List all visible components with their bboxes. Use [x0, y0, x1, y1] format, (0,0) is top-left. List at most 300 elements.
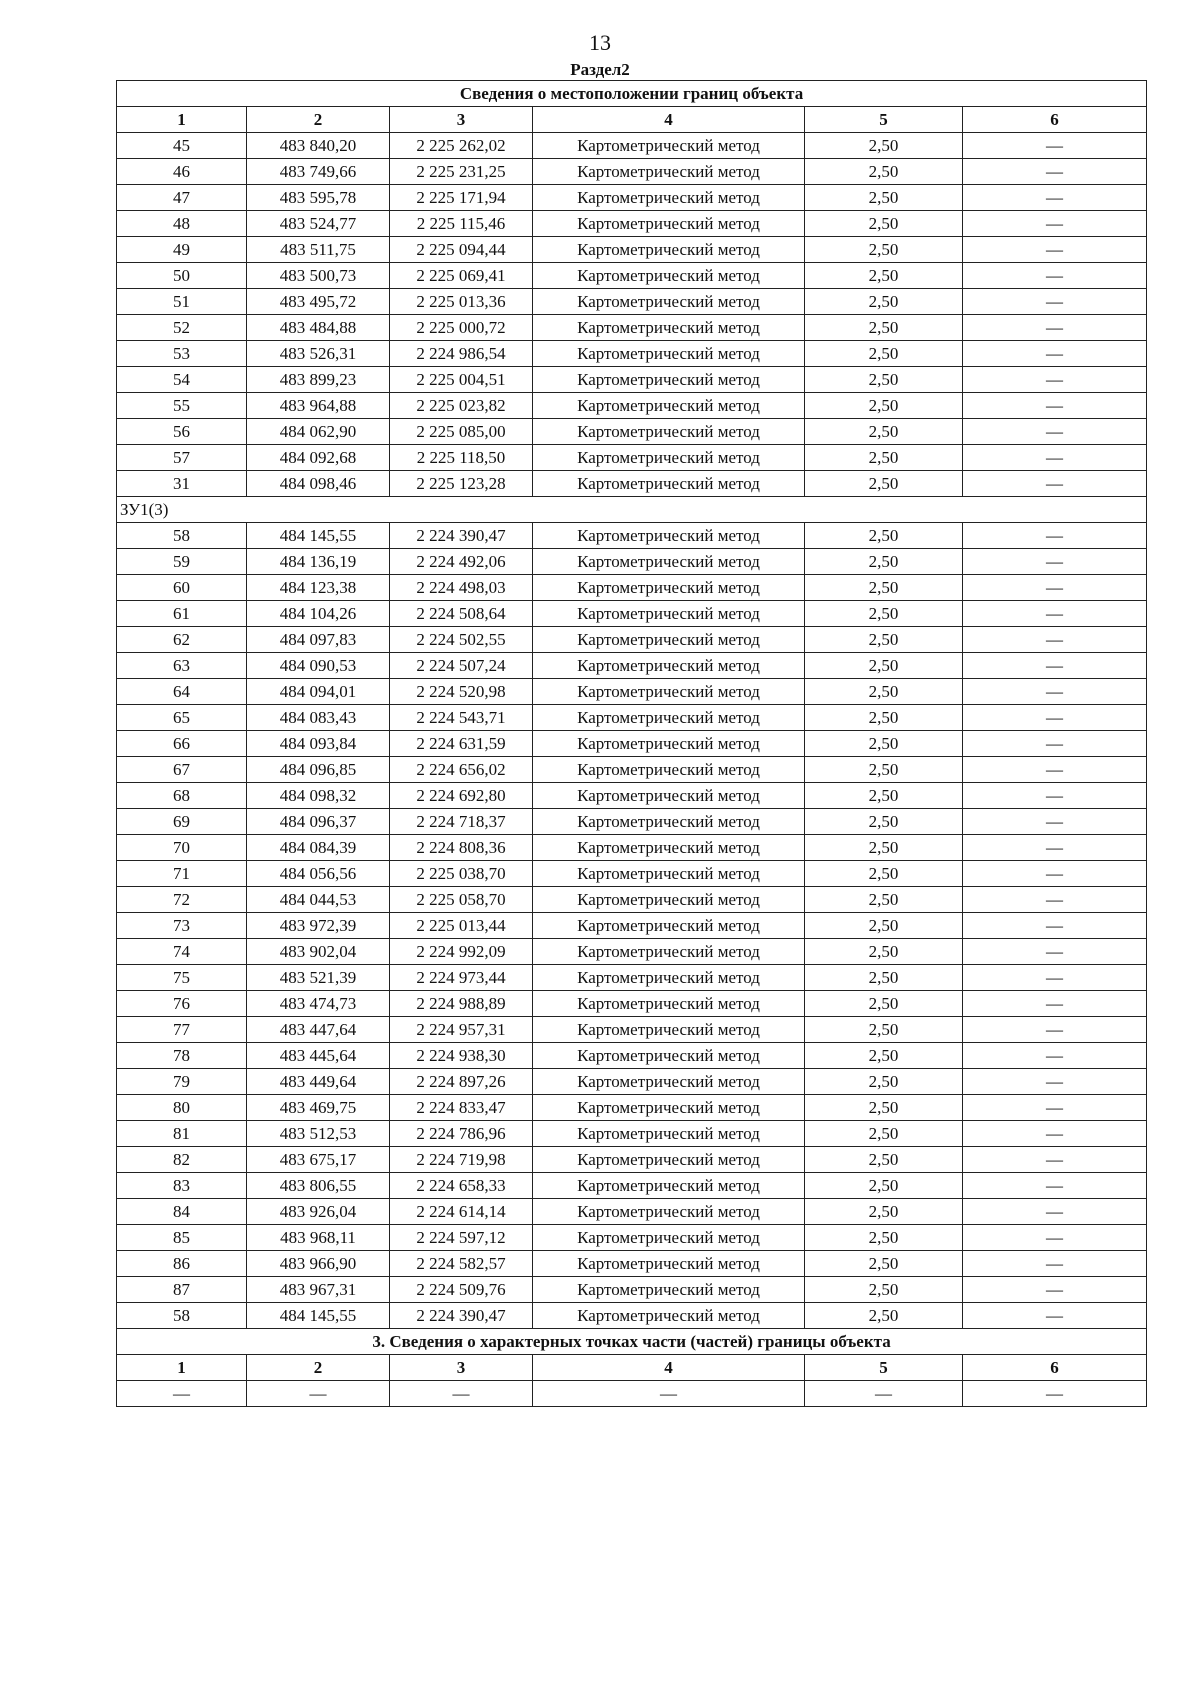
description-cell: — [963, 1095, 1147, 1121]
table-row [117, 809, 1147, 835]
point-number-cell: 49 [117, 237, 247, 263]
method-cell: Картометрический метод [533, 393, 805, 419]
method-cell: Картометрический метод [533, 887, 805, 913]
x-coordinate-cell: 483 484,88 [247, 315, 390, 341]
accuracy-cell: 2,50 [805, 783, 963, 809]
table-row [117, 757, 1147, 783]
point-number-cell: 67 [117, 757, 247, 783]
table-row [117, 991, 1147, 1017]
x-coordinate-cell: 483 495,72 [247, 289, 390, 315]
table-row [117, 887, 1147, 913]
x-coordinate-cell: 483 840,20 [247, 133, 390, 159]
y-coordinate-cell: 2 224 498,03 [390, 575, 533, 601]
x-coordinate-cell: 484 096,37 [247, 809, 390, 835]
x-coordinate-cell: 484 145,55 [247, 1303, 390, 1329]
accuracy-cell: 2,50 [805, 965, 963, 991]
method-cell: Картометрический метод [533, 627, 805, 653]
description-cell: — [963, 1121, 1147, 1147]
x-coordinate-cell: 484 123,38 [247, 575, 390, 601]
accuracy-cell: 2,50 [805, 445, 963, 471]
description-cell: — [963, 1043, 1147, 1069]
description-cell: — [963, 367, 1147, 393]
description-cell: — [963, 1303, 1147, 1329]
method-cell: Картометрический метод [533, 159, 805, 185]
accuracy-cell: 2,50 [805, 1225, 963, 1251]
description-cell: — [963, 939, 1147, 965]
x-coordinate-cell: 483 526,31 [247, 341, 390, 367]
y-coordinate-cell: 2 224 897,26 [390, 1069, 533, 1095]
accuracy-cell: 2,50 [805, 1121, 963, 1147]
table-row [117, 341, 1147, 367]
method-cell: Картометрический метод [533, 1173, 805, 1199]
method-cell: Картометрический метод [533, 1147, 805, 1173]
point-number-cell: 56 [117, 419, 247, 445]
y-coordinate-cell: 2 224 988,89 [390, 991, 533, 1017]
point-number-cell: 83 [117, 1173, 247, 1199]
method-cell: Картометрический метод [533, 133, 805, 159]
description-cell: — [963, 627, 1147, 653]
accuracy-cell: 2,50 [805, 237, 963, 263]
method-cell: Картометрический метод [533, 1199, 805, 1225]
description-cell: — [963, 445, 1147, 471]
accuracy-cell: 2,50 [805, 159, 963, 185]
description-cell: — [963, 1017, 1147, 1043]
section3-column-header: 1 [117, 1355, 247, 1381]
description-cell: — [963, 887, 1147, 913]
description-cell: — [963, 731, 1147, 757]
accuracy-cell: 2,50 [805, 1277, 963, 1303]
accuracy-cell: 2,50 [805, 991, 963, 1017]
accuracy-cell: 2,50 [805, 393, 963, 419]
accuracy-cell: 2,50 [805, 809, 963, 835]
method-cell: Картометрический метод [533, 1277, 805, 1303]
x-coordinate-cell: 484 062,90 [247, 419, 390, 445]
point-number-cell: 75 [117, 965, 247, 991]
x-coordinate-cell: 484 093,84 [247, 731, 390, 757]
accuracy-cell: 2,50 [805, 679, 963, 705]
y-coordinate-cell: 2 224 543,71 [390, 705, 533, 731]
section3-column-header: 3 [390, 1355, 533, 1381]
method-cell: Картометрический метод [533, 289, 805, 315]
accuracy-cell: 2,50 [805, 471, 963, 497]
section3-title: 3. Сведения о характерных точках части (частей) границы объекта [117, 1329, 1147, 1355]
description-cell: — [963, 211, 1147, 237]
section3-column-header: 5 [805, 1355, 963, 1381]
accuracy-cell: 2,50 [805, 1147, 963, 1173]
table-row [117, 601, 1147, 627]
table-row [117, 211, 1147, 237]
y-coordinate-cell: 2 224 656,02 [390, 757, 533, 783]
point-number-cell: 80 [117, 1095, 247, 1121]
point-number-cell: 61 [117, 601, 247, 627]
accuracy-cell: 2,50 [805, 367, 963, 393]
y-coordinate-cell: 2 224 502,55 [390, 627, 533, 653]
method-cell: Картометрический метод [533, 757, 805, 783]
description-cell: — [963, 315, 1147, 341]
description-cell: — [963, 289, 1147, 315]
description-cell: — [963, 1173, 1147, 1199]
x-coordinate-cell: 483 968,11 [247, 1225, 390, 1251]
method-cell: Картометрический метод [533, 1017, 805, 1043]
y-coordinate-cell: 2 225 123,28 [390, 471, 533, 497]
description-cell: — [963, 1069, 1147, 1095]
y-coordinate-cell: 2 225 023,82 [390, 393, 533, 419]
point-number-cell: 87 [117, 1277, 247, 1303]
x-coordinate-cell: 484 056,56 [247, 861, 390, 887]
x-coordinate-cell: 483 447,64 [247, 1017, 390, 1043]
point-number-cell: 47 [117, 185, 247, 211]
table-row [117, 627, 1147, 653]
description-cell: — [963, 471, 1147, 497]
accuracy-cell: 2,50 [805, 523, 963, 549]
point-number-cell: 59 [117, 549, 247, 575]
description-cell: — [963, 653, 1147, 679]
point-number-cell: 76 [117, 991, 247, 1017]
x-coordinate-cell: 483 524,77 [247, 211, 390, 237]
accuracy-cell: 2,50 [805, 1173, 963, 1199]
x-coordinate-cell: 483 972,39 [247, 913, 390, 939]
x-coordinate-cell: 483 899,23 [247, 367, 390, 393]
x-coordinate-cell: 483 595,78 [247, 185, 390, 211]
point-number-cell: 62 [117, 627, 247, 653]
table-row [117, 445, 1147, 471]
accuracy-cell: 2,50 [805, 133, 963, 159]
method-cell: Картометрический метод [533, 575, 805, 601]
accuracy-cell: 2,50 [805, 185, 963, 211]
table-row [117, 1017, 1147, 1043]
column-header: 3 [390, 107, 533, 133]
page-number: 13 [589, 30, 611, 55]
table-row [117, 419, 1147, 445]
section3-column-header: 4 [533, 1355, 805, 1381]
y-coordinate-cell: 2 225 013,36 [390, 289, 533, 315]
x-coordinate-cell: 484 104,26 [247, 601, 390, 627]
point-number-cell: 70 [117, 835, 247, 861]
x-coordinate-cell: 483 511,75 [247, 237, 390, 263]
method-cell: Картометрический метод [533, 1043, 805, 1069]
accuracy-cell: 2,50 [805, 627, 963, 653]
method-cell: Картометрический метод [533, 315, 805, 341]
method-cell: Картометрический метод [533, 1225, 805, 1251]
table-row [117, 1147, 1147, 1173]
method-cell: Картометрический метод [533, 601, 805, 627]
y-coordinate-cell: 2 224 973,44 [390, 965, 533, 991]
column-header: 4 [533, 107, 805, 133]
table-row [117, 835, 1147, 861]
method-cell: Картометрический метод [533, 341, 805, 367]
column-header: 6 [963, 107, 1147, 133]
group-label-row [117, 497, 1147, 523]
x-coordinate-cell: 483 964,88 [247, 393, 390, 419]
table-row [117, 549, 1147, 575]
point-number-cell: 55 [117, 393, 247, 419]
table-row [117, 471, 1147, 497]
x-coordinate-cell: 484 092,68 [247, 445, 390, 471]
y-coordinate-cell: 2 225 000,72 [390, 315, 533, 341]
section3-cell: — [247, 1381, 390, 1407]
method-cell: Картометрический метод [533, 653, 805, 679]
table-row [117, 1251, 1147, 1277]
accuracy-cell: 2,50 [805, 1069, 963, 1095]
y-coordinate-cell: 2 224 390,47 [390, 1303, 533, 1329]
x-coordinate-cell: 484 145,55 [247, 523, 390, 549]
point-number-cell: 73 [117, 913, 247, 939]
y-coordinate-cell: 2 224 509,76 [390, 1277, 533, 1303]
method-cell: Картометрический метод [533, 809, 805, 835]
table-row [117, 263, 1147, 289]
table-row [117, 133, 1147, 159]
x-coordinate-cell: 483 445,64 [247, 1043, 390, 1069]
x-coordinate-cell: 484 083,43 [247, 705, 390, 731]
accuracy-cell: 2,50 [805, 705, 963, 731]
table-row [117, 913, 1147, 939]
description-cell: — [963, 237, 1147, 263]
point-number-cell: 57 [117, 445, 247, 471]
column-header: 5 [805, 107, 963, 133]
accuracy-cell: 2,50 [805, 575, 963, 601]
y-coordinate-cell: 2 224 718,37 [390, 809, 533, 835]
section-label: Раздел2 [570, 60, 630, 79]
description-cell: — [963, 393, 1147, 419]
point-number-cell: 51 [117, 289, 247, 315]
y-coordinate-cell: 2 225 038,70 [390, 861, 533, 887]
y-coordinate-cell: 2 224 986,54 [390, 341, 533, 367]
section3-row [117, 1381, 1147, 1407]
description-cell: — [963, 159, 1147, 185]
column-header: 1 [117, 107, 247, 133]
description-cell: — [963, 1147, 1147, 1173]
description-cell: — [963, 185, 1147, 211]
point-number-cell: 50 [117, 263, 247, 289]
y-coordinate-cell: 2 224 492,06 [390, 549, 533, 575]
x-coordinate-cell: 483 749,66 [247, 159, 390, 185]
point-number-cell: 72 [117, 887, 247, 913]
y-coordinate-cell: 2 224 658,33 [390, 1173, 533, 1199]
point-number-cell: 45 [117, 133, 247, 159]
y-coordinate-cell: 2 224 582,57 [390, 1251, 533, 1277]
description-cell: — [963, 263, 1147, 289]
point-number-cell: 63 [117, 653, 247, 679]
description-cell: — [963, 133, 1147, 159]
accuracy-cell: 2,50 [805, 1017, 963, 1043]
accuracy-cell: 2,50 [805, 653, 963, 679]
method-cell: Картометрический метод [533, 523, 805, 549]
method-cell: Картометрический метод [533, 237, 805, 263]
method-cell: Картометрический метод [533, 1095, 805, 1121]
y-coordinate-cell: 2 225 115,46 [390, 211, 533, 237]
y-coordinate-cell: 2 224 957,31 [390, 1017, 533, 1043]
description-cell: — [963, 861, 1147, 887]
y-coordinate-cell: 2 224 508,64 [390, 601, 533, 627]
point-number-cell: 82 [117, 1147, 247, 1173]
x-coordinate-cell: 483 675,17 [247, 1147, 390, 1173]
table-row [117, 575, 1147, 601]
column-header-row [117, 107, 1147, 133]
table-row [117, 1277, 1147, 1303]
description-cell: — [963, 1251, 1147, 1277]
x-coordinate-cell: 483 474,73 [247, 991, 390, 1017]
accuracy-cell: 2,50 [805, 549, 963, 575]
accuracy-cell: 2,50 [805, 263, 963, 289]
table-row [117, 939, 1147, 965]
y-coordinate-cell: 2 225 262,02 [390, 133, 533, 159]
point-number-cell: 58 [117, 1303, 247, 1329]
table-row [117, 393, 1147, 419]
point-number-cell: 74 [117, 939, 247, 965]
y-coordinate-cell: 2 225 094,44 [390, 237, 533, 263]
description-cell: — [963, 419, 1147, 445]
description-cell: — [963, 991, 1147, 1017]
table-row [117, 861, 1147, 887]
table-title: Сведения о местоположении границ объекта [117, 81, 1147, 107]
y-coordinate-cell: 2 224 808,36 [390, 835, 533, 861]
x-coordinate-cell: 484 136,19 [247, 549, 390, 575]
x-coordinate-cell: 483 469,75 [247, 1095, 390, 1121]
accuracy-cell: 2,50 [805, 419, 963, 445]
x-coordinate-cell: 483 967,31 [247, 1277, 390, 1303]
description-cell: — [963, 705, 1147, 731]
y-coordinate-cell: 2 224 833,47 [390, 1095, 533, 1121]
point-number-cell: 53 [117, 341, 247, 367]
method-cell: Картометрический метод [533, 783, 805, 809]
point-number-cell: 65 [117, 705, 247, 731]
point-number-cell: 48 [117, 211, 247, 237]
y-coordinate-cell: 2 224 719,98 [390, 1147, 533, 1173]
table-row [117, 1173, 1147, 1199]
accuracy-cell: 2,50 [805, 601, 963, 627]
method-cell: Картометрический метод [533, 1303, 805, 1329]
x-coordinate-cell: 483 512,53 [247, 1121, 390, 1147]
method-cell: Картометрический метод [533, 835, 805, 861]
accuracy-cell: 2,50 [805, 835, 963, 861]
group-label: ЗУ1(3) [117, 497, 1147, 523]
description-cell: — [963, 601, 1147, 627]
point-number-cell: 85 [117, 1225, 247, 1251]
description-cell: — [963, 835, 1147, 861]
table-row [117, 289, 1147, 315]
y-coordinate-cell: 2 225 069,41 [390, 263, 533, 289]
table-row [117, 159, 1147, 185]
section3-cell: — [533, 1381, 805, 1407]
description-cell: — [963, 1199, 1147, 1225]
description-cell: — [963, 679, 1147, 705]
method-cell: Картометрический метод [533, 549, 805, 575]
table-row [117, 1199, 1147, 1225]
y-coordinate-cell: 2 225 231,25 [390, 159, 533, 185]
method-cell: Картометрический метод [533, 471, 805, 497]
method-cell: Картометрический метод [533, 263, 805, 289]
accuracy-cell: 2,50 [805, 939, 963, 965]
description-cell: — [963, 757, 1147, 783]
table-row [117, 1069, 1147, 1095]
method-cell: Картометрический метод [533, 913, 805, 939]
accuracy-cell: 2,50 [805, 913, 963, 939]
accuracy-cell: 2,50 [805, 289, 963, 315]
method-cell: Картометрический метод [533, 705, 805, 731]
section3-cell: — [805, 1381, 963, 1407]
x-coordinate-cell: 484 094,01 [247, 679, 390, 705]
method-cell: Картометрический метод [533, 1121, 805, 1147]
section3-column-header: 2 [247, 1355, 390, 1381]
point-number-cell: 60 [117, 575, 247, 601]
x-coordinate-cell: 483 902,04 [247, 939, 390, 965]
point-number-cell: 68 [117, 783, 247, 809]
point-number-cell: 81 [117, 1121, 247, 1147]
section3-cell: — [390, 1381, 533, 1407]
accuracy-cell: 2,50 [805, 1251, 963, 1277]
description-cell: — [963, 575, 1147, 601]
y-coordinate-cell: 2 225 171,94 [390, 185, 533, 211]
x-coordinate-cell: 484 044,53 [247, 887, 390, 913]
section3-column-header: 6 [963, 1355, 1147, 1381]
x-coordinate-cell: 483 806,55 [247, 1173, 390, 1199]
x-coordinate-cell: 484 097,83 [247, 627, 390, 653]
point-number-cell: 58 [117, 523, 247, 549]
x-coordinate-cell: 484 084,39 [247, 835, 390, 861]
x-coordinate-cell: 484 098,32 [247, 783, 390, 809]
description-cell: — [963, 341, 1147, 367]
method-cell: Картометрический метод [533, 965, 805, 991]
method-cell: Картометрический метод [533, 991, 805, 1017]
point-number-cell: 64 [117, 679, 247, 705]
accuracy-cell: 2,50 [805, 1095, 963, 1121]
y-coordinate-cell: 2 224 992,09 [390, 939, 533, 965]
x-coordinate-cell: 484 090,53 [247, 653, 390, 679]
description-cell: — [963, 809, 1147, 835]
method-cell: Картометрический метод [533, 939, 805, 965]
accuracy-cell: 2,50 [805, 1303, 963, 1329]
x-coordinate-cell: 483 500,73 [247, 263, 390, 289]
section3-cell: — [963, 1381, 1147, 1407]
description-cell: — [963, 1277, 1147, 1303]
accuracy-cell: 2,50 [805, 757, 963, 783]
y-coordinate-cell: 2 225 013,44 [390, 913, 533, 939]
table-title-row [117, 81, 1147, 107]
x-coordinate-cell: 483 449,64 [247, 1069, 390, 1095]
table-row [117, 523, 1147, 549]
point-number-cell: 71 [117, 861, 247, 887]
accuracy-cell: 2,50 [805, 1199, 963, 1225]
accuracy-cell: 2,50 [805, 211, 963, 237]
method-cell: Картометрический метод [533, 445, 805, 471]
description-cell: — [963, 965, 1147, 991]
point-number-cell: 46 [117, 159, 247, 185]
table-row [117, 315, 1147, 341]
x-coordinate-cell: 484 096,85 [247, 757, 390, 783]
description-cell: — [963, 1225, 1147, 1251]
method-cell: Картометрический метод [533, 419, 805, 445]
y-coordinate-cell: 2 225 058,70 [390, 887, 533, 913]
table-row [117, 1303, 1147, 1329]
point-number-cell: 86 [117, 1251, 247, 1277]
accuracy-cell: 2,50 [805, 887, 963, 913]
table-row [117, 1043, 1147, 1069]
point-number-cell: 79 [117, 1069, 247, 1095]
table-row [117, 237, 1147, 263]
method-cell: Картометрический метод [533, 731, 805, 757]
y-coordinate-cell: 2 224 520,98 [390, 679, 533, 705]
method-cell: Картометрический метод [533, 211, 805, 237]
point-number-cell: 77 [117, 1017, 247, 1043]
column-header: 2 [247, 107, 390, 133]
point-number-cell: 31 [117, 471, 247, 497]
y-coordinate-cell: 2 224 597,12 [390, 1225, 533, 1251]
method-cell: Картометрический метод [533, 861, 805, 887]
table-row [117, 965, 1147, 991]
table-row [117, 367, 1147, 393]
y-coordinate-cell: 2 224 692,80 [390, 783, 533, 809]
point-number-cell: 52 [117, 315, 247, 341]
